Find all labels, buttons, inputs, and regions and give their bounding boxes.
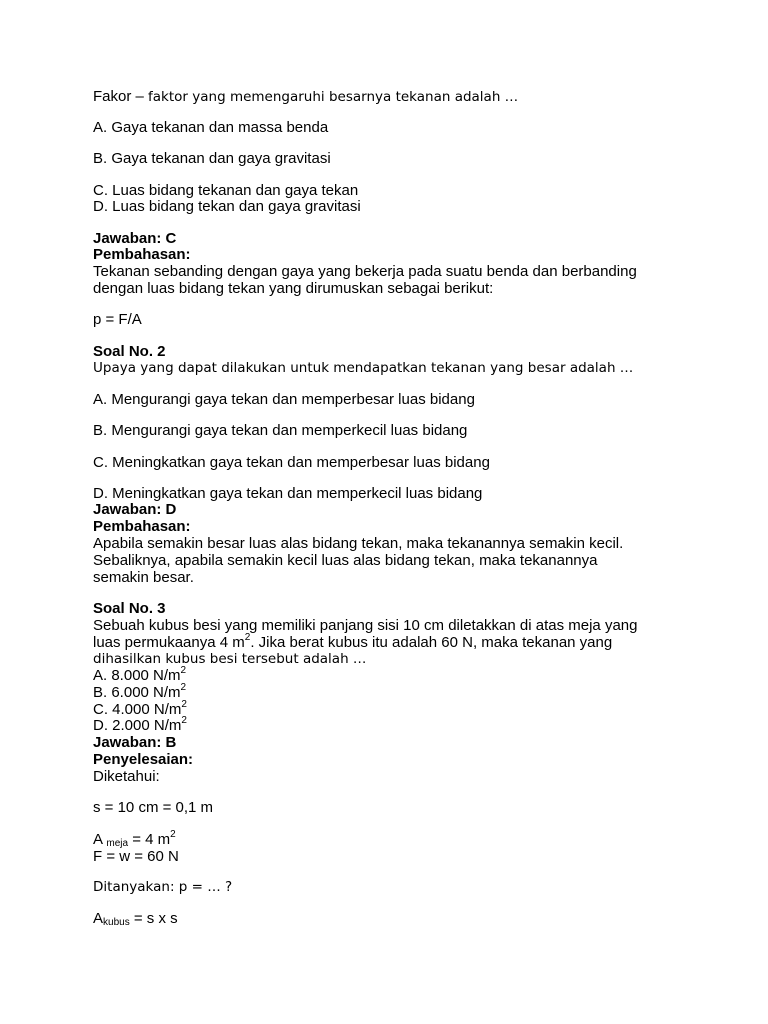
value-text: = 4 m: [128, 831, 171, 848]
superscript: 2: [180, 665, 187, 676]
q2-discussion-label: Pembahasan:: [93, 518, 191, 535]
q1-question-text: faktor yang memengaruhi besarnya tekanan adalah …: [148, 89, 519, 105]
q1-question: [93, 88, 518, 106]
q2-option-c: C. Meningkatkan gaya tekan dan memperbesar luas bidang: [93, 454, 490, 471]
q3-option-b: [93, 684, 186, 701]
q1-discussion-line: dengan luas bidang tekan yang dirumuskan sebagai berikut:: [93, 280, 494, 297]
q3-a-kubus: [93, 910, 178, 929]
q2-discussion-line: semakin besar.: [93, 569, 194, 586]
q3-known-label: Diketahui:: [93, 768, 160, 785]
q1-answer: Jawaban: C: [93, 230, 177, 247]
value-text: = s x s: [129, 910, 178, 927]
q1-discussion-label: Pembahasan:: [93, 246, 191, 263]
option-text: A. 8.000 N/m: [93, 667, 181, 684]
q3-answer: Jawaban: B: [93, 734, 177, 751]
q1-prefix: Fakor –: [93, 88, 149, 105]
superscript: 2: [181, 699, 187, 710]
q3-option-a: [93, 667, 186, 684]
q2-title: Soal No. 2: [93, 343, 166, 360]
subscript: meja: [106, 838, 129, 849]
superscript: 2: [181, 715, 187, 726]
q2-option-a: A. Mengurangi gaya tekan dan memperbesar luas bidang: [93, 391, 475, 408]
q3-title: Soal No. 3: [93, 600, 166, 617]
q1-option-c: C. Luas bidang tekanan dan gaya tekan: [93, 182, 359, 199]
q2-answer: Jawaban: D: [93, 501, 177, 518]
subscript: kubus: [103, 917, 130, 928]
q2-discussion-line: Apabila semakin besar luas alas bidang tekan, maka tekanannya semakin kecil.: [93, 535, 624, 552]
q2-discussion-line: Sebaliknya, apabila semakin kecil luas alas bidang tekan, maka tekanannya: [93, 552, 598, 569]
option-text: D. 2.000 N/m: [93, 717, 182, 734]
symbol: A: [93, 831, 103, 848]
option-text: B. 6.000 N/m: [93, 684, 181, 701]
q3-asked: Ditanyakan: p = … ?: [93, 879, 233, 895]
q1-discussion-line: Tekanan sebanding dengan gaya yang bekerja pada suatu benda dan berbanding: [93, 263, 637, 280]
superscript: 2: [244, 632, 251, 643]
q1-formula: p = F/A: [93, 311, 142, 328]
q3-question-line: [93, 634, 612, 651]
q3-s-value: s = 10 cm = 0,1 m: [93, 799, 214, 816]
q3-question-text: luas permukaanya 4 m: [93, 634, 245, 651]
q2-option-d: D. Meningkatkan gaya tekan dan memperkecil luas bidang: [93, 485, 483, 502]
q3-question-line: dihasilkan kubus besi tersebut adalah …: [93, 651, 367, 667]
q2-option-b: B. Mengurangi gaya tekan dan memperkecil luas bidang: [93, 422, 468, 439]
q1-option-b: B. Gaya tekanan dan gaya gravitasi: [93, 150, 331, 167]
q3-question-line: Sebuah kubus besi yang memiliki panjang sisi 10 cm diletakkan di atas meja yang: [93, 617, 638, 634]
q2-question: Upaya yang dapat dilakukan untuk mendapatkan tekanan yang besar adalah …: [93, 360, 634, 376]
q3-option-d: [93, 717, 187, 734]
q1-option-a: A. Gaya tekanan dan massa benda: [93, 119, 329, 136]
option-text: C. 4.000 N/m: [93, 701, 182, 718]
q3-question-text: . Jika berat kubus itu adalah 60 N, maka tekanan yang: [250, 634, 613, 651]
q1-option-d: D. Luas bidang tekan dan gaya gravitasi: [93, 198, 361, 215]
q3-option-c: [93, 701, 187, 718]
q3-solution-label: Penyelesaian:: [93, 751, 194, 768]
superscript: 2: [170, 829, 176, 840]
superscript: 2: [180, 682, 187, 693]
q3-f-value: F = w = 60 N: [93, 848, 179, 865]
symbol: A: [93, 910, 104, 927]
